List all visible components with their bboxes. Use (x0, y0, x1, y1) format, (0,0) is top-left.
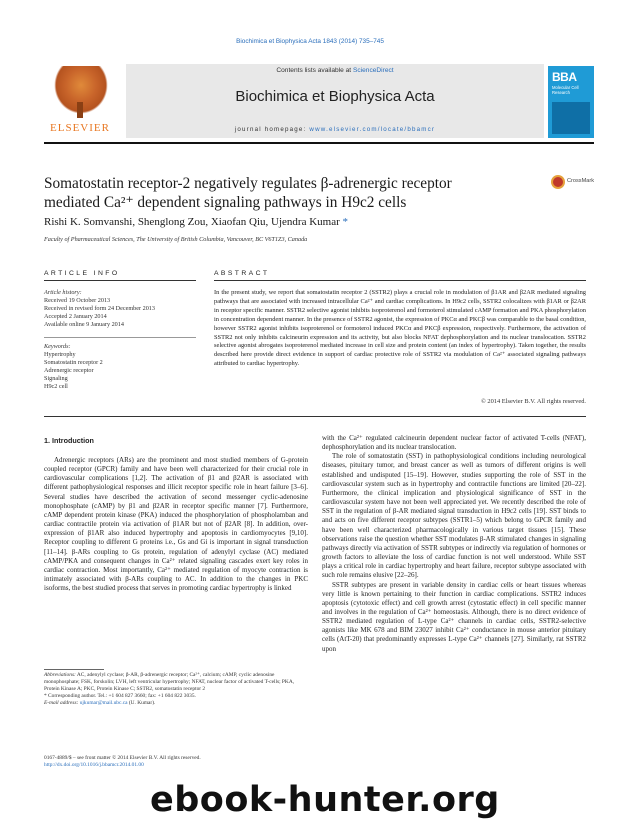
footnotes (44, 672, 306, 707)
crossmark-label[interactable]: CrossMark (567, 178, 595, 184)
right-column (322, 434, 586, 654)
copyright-notice: © 2014 Elsevier B.V. All rights reserved. (480, 398, 586, 405)
issn-block (44, 755, 344, 769)
journal-homepage (126, 126, 544, 133)
corresponding-footnote: * Corresponding author. Tel.: +1 604 827 3660; fax: +1 604 822 3035. (44, 693, 196, 699)
history-item: Available online 9 January 2014 (44, 321, 124, 328)
abstract-bottom-rule (44, 416, 586, 417)
keyword-item: H9c2 cell (44, 383, 68, 390)
paragraph: SSTR subtypes are present in variable density in cardiac cells or heart tissues whereas very little is known pertaining to their function in cardiac complications. SSTR2 induces apoptosis (cytotoxic effect) and cell growth arrest (cytostatic effect) in cell specific manner and involves in the regulation of Ca²⁺ homeostasis. Although, there is no direct evidence of SSTR2 mediated regulation of L-type Ca²⁺ channels in cardiac cells, SSTR2-selective agonists like MK 678 and BIM 23027 inhibit Ca²⁺ conductance in mouse anterior pituitary cells (AtT-20) that predominantly expresses L-type Ca²⁺ channels [27]. Similarly, rat SSTR2 upon (322, 580, 586, 653)
abstract-rule (214, 280, 586, 281)
issn-line: 0167-4889/$ – see front matter © 2014 Elsevier B.V. All rights reserved. (44, 755, 201, 761)
watermark: ebook-hunter.org (150, 780, 500, 820)
email-label: E-mail address: (44, 700, 80, 706)
footnote-rule (44, 669, 104, 670)
paragraph: with the Ca²⁺ regulated calcineurin dependent nuclear factor of activated T-cells (NFAT), dephosphorylation and its nuclear translocation. (322, 434, 586, 452)
abstract-heading: ABSTRACT (214, 270, 270, 277)
keyword-item: Adrenergic receptor (44, 367, 94, 374)
info-divider (44, 337, 196, 338)
introduction-heading: 1. Introduction (44, 436, 94, 445)
cover-image (552, 102, 590, 134)
keyword-item: Signaling (44, 375, 68, 382)
journal-reference[interactable]: Biochimica et Biophysica Acta 1843 (2014) 735–745 (236, 38, 384, 45)
contents-prefix: Contents lists available at (276, 67, 353, 74)
abbreviations-text: AC, adenylyl cyclase; β-AR, β-adrenergic receptor; Ca²⁺, calcium; cAMP, cyclic adenosine monophosphate; FSK, forskolin; LVH, left ventricular hypertrophy; NFAT, nuclear factor of activated T-cells; PKA, Protein Kinase A; PKC, Protein Kinase C; SSTR2, somatostatin receptor 2 (44, 672, 295, 692)
contents-line (126, 67, 544, 74)
keyword-item: Somatostatin receptor 2 (44, 359, 103, 366)
corresponding-author-mark[interactable]: * (339, 216, 348, 228)
header-rule (44, 142, 594, 144)
article-info-heading: ARTICLE INFO (44, 270, 120, 277)
publisher-wordmark: ELSEVIER (50, 122, 110, 134)
history-item: Received in revised form 24 December 2013 (44, 305, 155, 312)
cover-subtitle: Molecular Cell Research (552, 85, 579, 95)
history-item: Accepted 2 January 2014 (44, 313, 107, 320)
elsevier-tree-trunk (77, 102, 83, 118)
author-list: Rishi K. Somvanshi, Shenglong Zou, Xiaofan Qiu, Ujendra Kumar (44, 216, 340, 228)
email-suffix: (U. Kumar). (127, 700, 156, 706)
publisher-logo[interactable] (44, 64, 116, 138)
title-line-1: Somatostatin receptor-2 negatively regulates β-adrenergic receptor (44, 175, 452, 192)
paragraph: Adrenergic receptors (ARs) are the prominent and most studied members of G-protein coupled receptor (GPCR) family and have been well characterized for their crucial role in cardiovascular complications [1,2]. The activation of β1 and β2AR is associated with different pathophysiological responses and illicit receptor specific role in heart failure [3–6]. Several studies have described the activation of second messenger cyclic-adenosine monophosphate (cAMP) by β1 and β2AR in receptor specific manner [7]. Furthermore, cAMP dependent protein kinase (PKA) induced the phosphorylation of phospholamban and cardiac contractile protein via activation of β1AR but not of β2AR [8]. In addition, over-expression of β1AR also induced hypertrophy and apoptosis in cardiomyocytes [9,10]. Receptor coupling to different G proteins i.e., Gs and Gi is important in signal transduction [11–14]. β-ARs coupling to Gs protein, regulation of adenylyl cyclase (AC) mediated cAMP/PKA and consequent changes in Ca²⁺ related signaling cascades exert key roles in cardiac contraction. Most importantly, Ca²⁺ mediated regulation of myocyte contraction is intimately associated with β-ARs coupling to AC. In addition to the changes in PKC isoforms, the best studied process that serves in promoting cardiac hypertrophy is linked (44, 456, 308, 593)
keyword-item: Hypertrophy (44, 351, 76, 358)
history-label: Article history: (44, 289, 82, 296)
crossmark-icon[interactable] (551, 175, 565, 189)
journal-cover[interactable] (548, 66, 594, 138)
title-line-2: mediated Ca²⁺ dependent signaling pathways in H9c2 cells (44, 194, 407, 211)
homepage-link[interactable]: www.elsevier.com/locate/bbamcr (309, 126, 436, 133)
sciencedirect-link[interactable]: ScienceDirect (352, 67, 394, 74)
affiliation: Faculty of Pharmaceutical Sciences, The University of British Columbia, Vancouver, BC V6T1Z3, Canada (44, 236, 308, 243)
keywords (44, 343, 194, 391)
abbreviations-footnote (44, 672, 306, 693)
journal-title: Biochimica et Biophysica Acta (235, 88, 435, 105)
cover-title: BBA (552, 70, 577, 84)
article-info-rule (44, 280, 196, 281)
doi-link[interactable]: http://dx.doi.org/10.1016/j.bbamcr.2014.01.00 (44, 762, 144, 768)
history-item: Received 19 October 2013 (44, 297, 111, 304)
paragraph: The role of somatostatin (SST) in pathophysiological conditions including neurological diseases, pituitary tumor, and breast cancer as well as tumors of different origins is well established and undisputed [15–19]. However, studies supporting the role of SST in the cardiovascular system such as in hypertrophy and contractile functions are limited [20–22]. Furthermore, the clinical implication and physiological significance of SST in the cardiovascular system have not been well appreciated yet. We recently described the role of SST in the regulation of β-AR mediated signal transduction in H9c2 cells [19]. SST binds to and acts on five different receptor subtypes (SSTR1–5) which belong to GPCR family and have been well characterized pharmacologically in various target tissues [15]. These observations raise the question whether SST modulates β-AR stimulated changes in signaling pathways directly via activation of SSTR subtypes or indirectly via regulation of hormones or growth factors to alleviate the loss of cardiac function is not well understood. While SST plays a critical role in cardiac hypertrophy and heart failure, receptor subtype associated with such role remains elusive [22–26]. (322, 452, 586, 580)
homepage-prefix: journal homepage: (234, 126, 310, 133)
email-footnote (44, 700, 306, 707)
abbreviations-label: Abbreviations: (44, 672, 76, 678)
email-link[interactable]: ujkumar@mail.ubc.ca (79, 700, 128, 706)
left-column (44, 456, 308, 593)
paper-title (44, 174, 514, 212)
keywords-label: Keywords: (44, 343, 71, 350)
authors (44, 216, 348, 228)
article-history (44, 289, 194, 329)
abstract-text: In the present study, we report that somatostatin receptor 2 (SSTR2) plays a crucial role in modulation of β1AR and β2AR mediated signaling pathways that are associated with increased intracellular Ca²⁺ and cardiac complications. In H9c2 cells, SSTR2 colocalizes with β1AR or β2AR in receptor specific manner. SSTR2 selective agonist inhibits isoproterenol and formoterol stimulated cAMP formation and PKA phosphorylation in concentration dependent manner. In the presence of SSTR2 agonist, the expression of PKCα and PKCβ was comparable to the basal condition, however SSTR2 agonist inhibits isoproterenol or formoterol induced PKCα and PKCβ expression, respectively. Furthermore, the activation of SSTR2 not only inhibits calcineurin expression and its activity, but also blocks NFAT dephosphorylation and its nuclear translocation. SSTR2 selective agonist abrogates isoproterenol mediated increase in cell size and protein content (an index of hypertrophy). Taken together, the results described here provide direct evidence in support of cardiac protective role of SSTR2 via modulation of Ca²⁺ associated signaling pathways attributed to cardiac hypertrophy. (214, 289, 586, 368)
